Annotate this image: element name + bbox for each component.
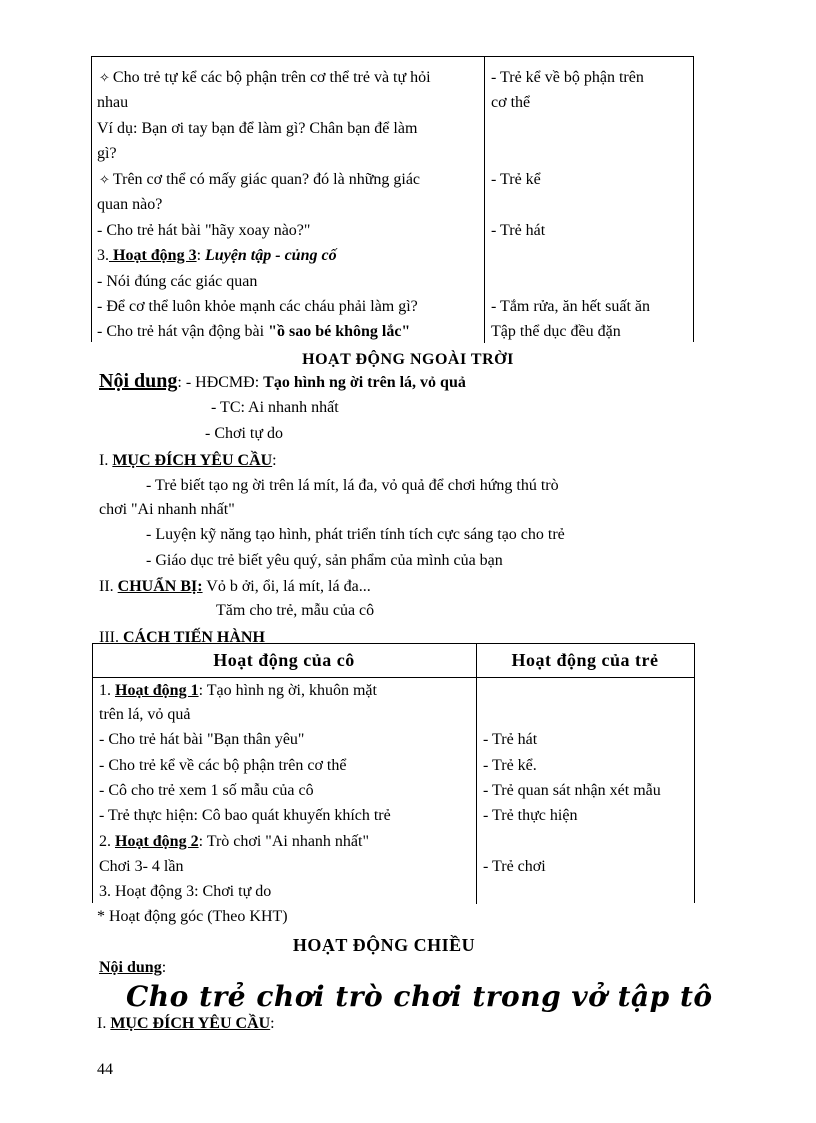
table2-activity-2: 2. Hoạt động 2: Trò chơi "Ai nhanh nhất" xyxy=(99,833,369,850)
table1-right-row: - Trẻ hát xyxy=(491,222,546,239)
table2-right-row: - Trẻ chơi xyxy=(483,858,546,875)
table2-activity-1: 1. Hoạt động 1: Tạo hình ng ời, khuôn mặt xyxy=(99,682,377,699)
table2-header-right: Hoạt động của trẻ xyxy=(511,650,659,670)
table1-left-row: - Nói đúng các giác quan xyxy=(97,273,258,290)
table2-left-row: 3. Hoạt động 3: Chơi tự do xyxy=(99,883,272,900)
table2-left-row: - Cho trẻ hát bài "Bạn thân yêu" xyxy=(99,731,305,748)
corner-activity-note: * Hoạt động góc (Theo KHT) xyxy=(97,908,288,925)
table2-right-row: - Trẻ hát xyxy=(483,731,538,748)
table2-header-left: Hoạt động của cô xyxy=(213,650,355,670)
outdoor-section-2: II. CHUẨN BỊ: Vỏ b ởi, ổi, lá mít, lá đa... xyxy=(99,578,371,595)
table2-right-row: - Trẻ thực hiện xyxy=(483,807,578,824)
page-number: 44 xyxy=(97,1061,113,1078)
outdoor-section-3: III. CÁCH TIẾN HÀNH xyxy=(99,629,265,646)
table1-left-row: - Cho trẻ hát bài "hãy xoay nào?" xyxy=(97,222,311,239)
diamond-bullet-icon: ✧ xyxy=(99,70,110,85)
outdoor-goal: - Giáo dục trẻ biết yêu quý, sản phẩm của mình của bạn xyxy=(146,552,503,569)
table2-left-row: - Trẻ thực hiện: Cô bao quát khuyến khích trẻ xyxy=(99,807,391,824)
afternoon-heading: HOẠT ĐỘNG CHIỀU xyxy=(292,935,476,955)
table2-right-row: - Trẻ quan sát nhận xét mẫu xyxy=(483,782,661,799)
table2-left-row: - Cô cho trẻ xem 1 số mẫu của cô xyxy=(99,782,314,799)
table1-left-row: ✧ Cho trẻ tự kể các bộ phận trên cơ thể trẻ và tự hỏi xyxy=(99,69,431,86)
table1-left-row: Ví dụ: Bạn ơi tay bạn để làm gì? Chân bạn để làm xyxy=(97,120,418,137)
outdoor-goal: - Trẻ biết tạo ng ời trên lá mít, lá đa, vỏ quả để chơi hứng thú trò xyxy=(146,477,559,494)
table2-right-row: - Trẻ kể. xyxy=(483,757,537,774)
table1-right-row: cơ thể xyxy=(491,94,531,111)
outdoor-goal: - Luyện kỹ năng tạo hình, phát triển tính tích cực sáng tạo cho trẻ xyxy=(146,526,565,543)
outdoor-preparation: Tăm cho trẻ, mẫu của cô xyxy=(216,602,375,619)
column-divider xyxy=(476,644,477,904)
table1-left-row: quan nào? xyxy=(97,196,163,213)
table1-left-row: - Để cơ thể luôn khỏe mạnh các cháu phải làm gì? xyxy=(97,298,418,315)
column-divider xyxy=(484,57,485,343)
table2-left-row: Chơi 3- 4 lần xyxy=(99,858,184,875)
table1-right-row: - Trẻ kể xyxy=(491,171,541,188)
header-divider xyxy=(93,677,694,678)
table2-left-row: - Cho trẻ kể về các bộ phận trên cơ thể xyxy=(99,757,347,774)
table1-right-row: - Tắm rửa, ăn hết suất ăn xyxy=(491,298,650,315)
outdoor-heading: HOẠT ĐỘNG NGOÀI TRỜI xyxy=(302,351,514,368)
outdoor-content: Nội dung: - HĐCMĐ: Tạo hình ng ời trên lá, vỏ quả xyxy=(99,370,466,392)
outdoor-section-1: I. MỤC ĐÍCH YÊU CẦU: xyxy=(99,452,277,469)
table1-left-row: gì? xyxy=(97,145,117,162)
afternoon-content: Nội dung: xyxy=(99,959,167,976)
afternoon-section-1: I. MỤC ĐÍCH YÊU CẦU: xyxy=(97,1015,275,1032)
table2-left-row: trên lá, vỏ quả xyxy=(99,706,191,723)
table1-right-row: - Trẻ kể về bộ phận trên xyxy=(491,69,644,86)
table1-left-row: nhau xyxy=(97,94,129,111)
table1-left-row: ✧ Trên cơ thể có mấy giác quan? đó là những giác xyxy=(99,171,421,188)
afternoon-script-title: Cho trẻ chơi trò chơi trong vở tập tô xyxy=(126,980,713,1013)
table1-right-row: Tập thể dục đều đặn xyxy=(491,323,621,340)
table1-activity-3-heading: 3. Hoạt động 3: Luyện tập - củng cố xyxy=(97,247,337,264)
table1-left-row: - Cho trẻ hát vận động bài "ồ sao bé không lắc" xyxy=(97,323,411,340)
outdoor-goal: chơi "Ai nhanh nhất" xyxy=(99,501,235,518)
outdoor-item: - Chơi tự do xyxy=(205,425,284,442)
outdoor-item: - TC: Ai nhanh nhất xyxy=(211,399,339,416)
diamond-bullet-icon: ✧ xyxy=(99,172,110,187)
